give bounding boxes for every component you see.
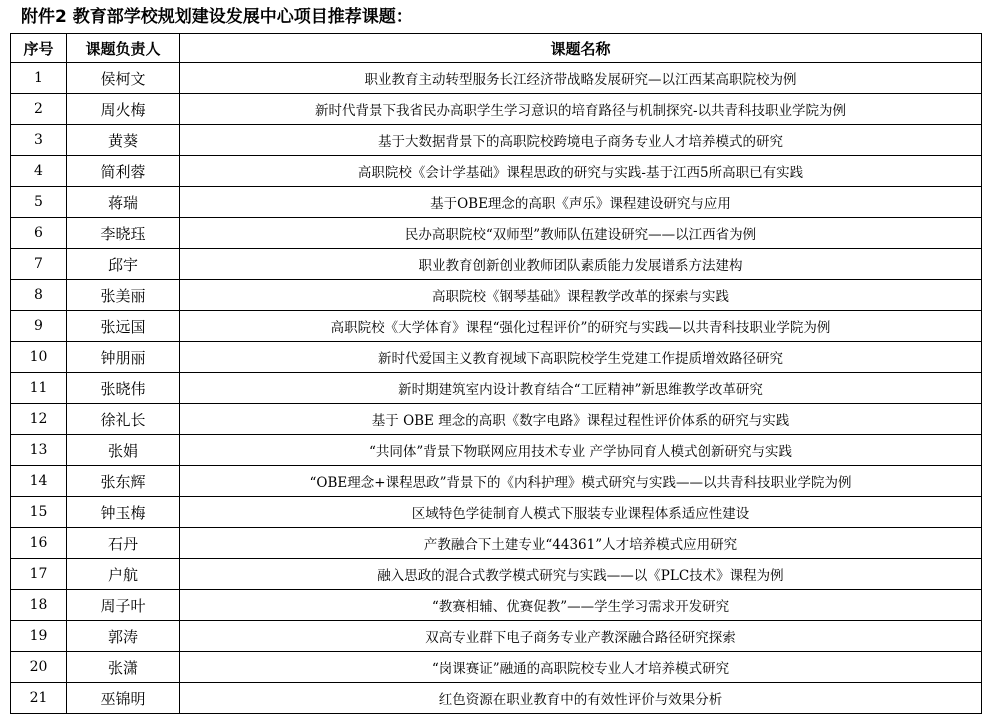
row-person: 张远国	[67, 311, 180, 342]
row-person: 周火梅	[67, 94, 180, 125]
row-title: 高职院校《大学体育》课程“强化过程评价”的研究与实践—以共青科技职业学院为例	[180, 311, 982, 342]
table-row	[11, 63, 982, 94]
row-person: 户航	[67, 559, 180, 590]
table-row	[11, 466, 982, 497]
row-title: 红色资源在职业教育中的有效性评价与效果分析	[180, 683, 982, 714]
row-person: 石丹	[67, 528, 180, 559]
row-title: “OBE理念+课程思政”背景下的《内科护理》模式研究与实践——以共青科技职业学院为例	[180, 466, 982, 497]
table-row	[11, 404, 982, 435]
row-number: 18	[11, 590, 67, 621]
row-number: 15	[11, 497, 67, 528]
row-number: 11	[11, 373, 67, 404]
row-person: 蒋瑞	[67, 187, 180, 218]
row-person: 巫锦明	[67, 683, 180, 714]
table-row	[11, 218, 982, 249]
row-person: 张东辉	[67, 466, 180, 497]
row-person: 张潇	[67, 652, 180, 683]
table-row	[11, 94, 982, 125]
header-title: 课题名称	[180, 34, 982, 63]
row-number: 2	[11, 94, 67, 125]
table-row	[11, 435, 982, 466]
table-row	[11, 683, 982, 714]
row-number: 9	[11, 311, 67, 342]
row-number: 3	[11, 125, 67, 156]
row-title: 基于 OBE 理念的高职《数字电路》课程过程性评价体系的研究与实践	[180, 404, 982, 435]
table-row	[11, 280, 982, 311]
row-number: 16	[11, 528, 67, 559]
row-person: 简利蓉	[67, 156, 180, 187]
row-number: 8	[11, 280, 67, 311]
row-title: 新时代背景下我省民办高职学生学习意识的培育路径与机制探究-以共青科技职业学院为例	[180, 94, 982, 125]
row-title: 新时期建筑室内设计教育结合“工匠精神”新思维教学改革研究	[180, 373, 982, 404]
row-number: 19	[11, 621, 67, 652]
header-person: 课题负责人	[67, 34, 180, 63]
header-number: 序号	[11, 34, 67, 63]
row-title: 新时代爱国主义教育视域下高职院校学生党建工作提质增效路径研究	[180, 342, 982, 373]
table-row	[11, 528, 982, 559]
row-number: 13	[11, 435, 67, 466]
row-number: 7	[11, 249, 67, 280]
row-person: 侯柯文	[67, 63, 180, 94]
row-number: 5	[11, 187, 67, 218]
row-title: 产教融合下土建专业“44361”人才培养模式应用研究	[180, 528, 982, 559]
row-person: 钟玉梅	[67, 497, 180, 528]
row-person: 张娟	[67, 435, 180, 466]
row-number: 17	[11, 559, 67, 590]
row-person: 钟朋丽	[67, 342, 180, 373]
row-title: 区域特色学徒制育人模式下服装专业课程体系适应性建设	[180, 497, 982, 528]
table-row	[11, 125, 982, 156]
row-number: 4	[11, 156, 67, 187]
row-number: 10	[11, 342, 67, 373]
row-person: 张晓伟	[67, 373, 180, 404]
row-person: 郭涛	[67, 621, 180, 652]
row-title: 高职院校《钢琴基础》课程教学改革的探索与实践	[180, 280, 982, 311]
row-title: 基于OBE理念的高职《声乐》课程建设研究与应用	[180, 187, 982, 218]
row-person: 周子叶	[67, 590, 180, 621]
row-title: “教赛相辅、优赛促教”——学生学习需求开发研究	[180, 590, 982, 621]
row-title: 职业教育创新创业教师团队素质能力发展谱系方法建构	[180, 249, 982, 280]
page-title: 附件2 教育部学校规划建设发展中心项目推荐课题：	[21, 7, 413, 27]
row-title: 双高专业群下电子商务专业产教深融合路径研究探索	[180, 621, 982, 652]
table-row	[11, 559, 982, 590]
row-person: 李晓珏	[67, 218, 180, 249]
row-title: “岗课赛证”融通的高职院校专业人才培养模式研究	[180, 652, 982, 683]
table-row	[11, 497, 982, 528]
row-title: 民办高职院校“双师型”教师队伍建设研究——以江西省为例	[180, 218, 982, 249]
table-row	[11, 590, 982, 621]
row-title: 基于大数据背景下的高职院校跨境电子商务专业人才培养模式的研究	[180, 125, 982, 156]
table-row	[11, 342, 982, 373]
row-title: 融入思政的混合式教学模式研究与实践——以《PLC技术》课程为例	[180, 559, 982, 590]
row-title: 职业教育主动转型服务长江经济带战略发展研究—以江西某高职院校为例	[180, 63, 982, 94]
row-number: 1	[11, 63, 67, 94]
table-row	[11, 373, 982, 404]
row-person: 邱宇	[67, 249, 180, 280]
row-number: 21	[11, 683, 67, 714]
row-title: “共同体”背景下物联网应用技术专业 产学协同育人模式创新研究与实践	[180, 435, 982, 466]
table-header-row	[11, 34, 982, 63]
table-row	[11, 652, 982, 683]
table-row	[11, 621, 982, 652]
project-table	[10, 33, 982, 714]
table-row	[11, 311, 982, 342]
row-person: 徐礼长	[67, 404, 180, 435]
row-number: 20	[11, 652, 67, 683]
table-body	[11, 63, 982, 714]
row-number: 14	[11, 466, 67, 497]
row-number: 12	[11, 404, 67, 435]
table-row	[11, 187, 982, 218]
row-title: 高职院校《会计学基础》课程思政的研究与实践-基于江西5所高职已有实践	[180, 156, 982, 187]
row-number: 6	[11, 218, 67, 249]
table-row	[11, 249, 982, 280]
table-row	[11, 156, 982, 187]
row-person: 张美丽	[67, 280, 180, 311]
row-person: 黄葵	[67, 125, 180, 156]
